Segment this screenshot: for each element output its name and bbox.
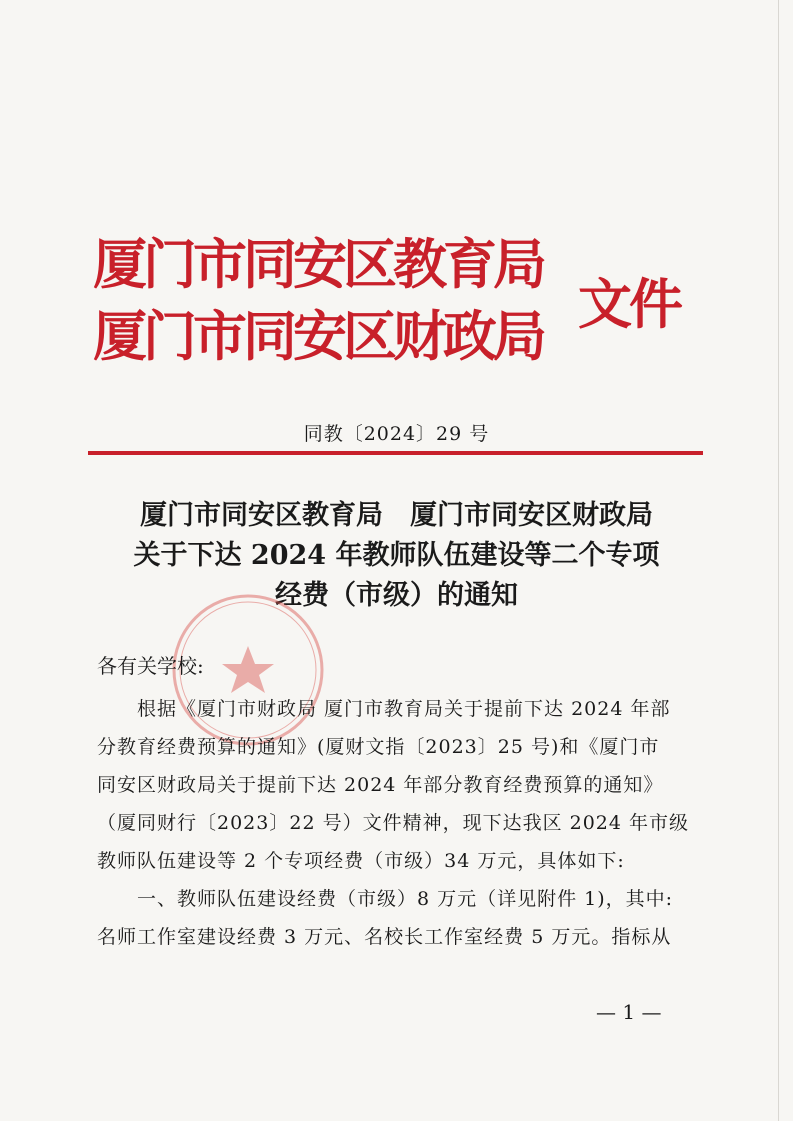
notice-title [60,496,733,616]
page-edge-line [778,0,779,1121]
issuer-finance-bureau: 厦门市同安区财政局 [93,304,543,368]
notice-body [97,690,697,956]
issuer-education-bureau: 厦门市同安区教育局 [93,232,543,296]
body-line: 名师工作室建设经费 3 万元、名校长工作室经费 5 万元。指标从 [97,926,672,948]
body-line: 根据《厦门市财政局 厦门市教育局关于提前下达 2024 年部 [137,698,671,720]
red-divider-line [88,451,703,455]
salutation: 各有关学校: [97,654,204,678]
body-line: 一、教师队伍建设经费（市级）8 万元（详见附件 1)，其中: [137,888,674,910]
document-number: 同教〔2024〕29 号 [303,423,490,445]
body-line: （厦同财行〔2023〕22 号）文件精神，现下达我区 2024 年市级 [97,812,690,834]
document-label: 文件 [578,272,680,336]
issuing-authorities [93,228,573,372]
title-line: 关于下达 2024 年教师队伍建设等二个专项 [133,540,660,571]
body-line: 教师队伍建设等 2 个专项经费（市级）34 万元，具体如下: [97,850,625,872]
page-number: — 1 — [596,1000,662,1024]
title-line: 厦门市同安区教育局 厦门市同安区财政局 [140,500,653,531]
body-line: 同安区财政局关于提前下达 2024 年部分教育经费预算的通知》 [97,774,664,796]
body-line: 分教育经费预算的通知》(厦财文指〔2023〕25 号)和《厦门市 [97,736,660,758]
title-line: 经费（市级）的通知 [275,580,518,611]
